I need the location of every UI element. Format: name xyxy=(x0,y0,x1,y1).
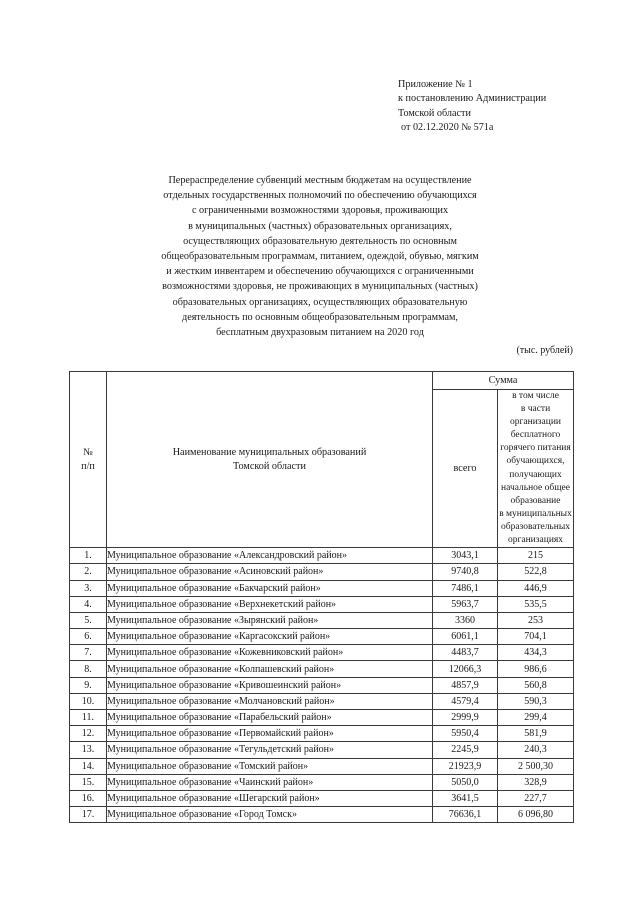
column-header-number-line: п/п xyxy=(81,460,95,472)
row-number: 16. xyxy=(70,790,107,806)
column-header-municipality-line: Наименование муниципальных образований xyxy=(172,447,367,459)
row-hot-meals-share: 299,4 xyxy=(498,710,574,726)
row-total-amount: 4579,4 xyxy=(433,693,498,709)
row-hot-meals-share: 535,5 xyxy=(498,596,574,612)
row-hot-meals-share: 2 500,30 xyxy=(498,758,574,774)
row-hot-meals-share: 328,9 xyxy=(498,774,574,790)
row-municipality: Муниципальное образование «Город Томск» xyxy=(107,807,433,823)
row-number: 5. xyxy=(70,612,107,628)
row-municipality: Муниципальное образование «Кожевниковский район» xyxy=(107,645,433,661)
row-municipality: Муниципальное образование «Первомайский район» xyxy=(107,726,433,742)
table-row xyxy=(70,790,574,806)
table-row xyxy=(70,645,574,661)
table-row xyxy=(70,661,574,677)
appendix-reference-line: от 02.12.2020 № 571а xyxy=(401,122,494,134)
title-line: с ограниченными возможностями здоровья, проживающих xyxy=(191,205,449,217)
column-header-part-line: образование xyxy=(510,495,561,506)
column-header-part-line: начальное общее xyxy=(501,482,570,493)
row-hot-meals-share: 590,3 xyxy=(498,693,574,709)
row-hot-meals-share: 240,3 xyxy=(498,742,574,758)
table-row xyxy=(70,564,574,580)
title-line: бесплатным двухразовым питанием на 2020 год xyxy=(216,327,424,339)
row-municipality: Муниципальное образование «Томский район» xyxy=(107,758,433,774)
row-number: 4. xyxy=(70,596,107,612)
row-number: 1. xyxy=(70,548,107,564)
title-line: отдельных государственных полномочий по обеспечению обучающихся xyxy=(163,190,477,202)
row-hot-meals-share: 227,7 xyxy=(498,790,574,806)
column-header-total: всего xyxy=(433,390,498,548)
row-total-amount: 5963,7 xyxy=(433,596,498,612)
title-line: в муниципальных (частных) образовательных организациях, xyxy=(188,220,452,232)
row-municipality: Муниципальное образование «Бакчарский район» xyxy=(107,580,433,596)
row-total-amount: 5050,0 xyxy=(433,774,498,790)
row-total-amount: 2245,9 xyxy=(433,742,498,758)
row-number: 12. xyxy=(70,726,107,742)
row-number: 14. xyxy=(70,758,107,774)
row-number: 11. xyxy=(70,710,107,726)
column-header-hot-meals-share xyxy=(498,390,574,548)
row-municipality: Муниципальное образование «Парабельский район» xyxy=(107,710,433,726)
row-hot-meals-share: 253 xyxy=(498,612,574,628)
row-number: 2. xyxy=(70,564,107,580)
row-hot-meals-share: 6 096,80 xyxy=(498,807,574,823)
row-number: 3. xyxy=(70,580,107,596)
table-row xyxy=(70,758,574,774)
column-header-part-line: обучающихся, xyxy=(506,456,565,467)
row-hot-meals-share: 560,8 xyxy=(498,677,574,693)
table-row xyxy=(70,774,574,790)
row-total-amount: 4857,9 xyxy=(433,677,498,693)
title-line: деятельность по основным общеобразовательным программам, xyxy=(182,311,458,323)
column-header-part-line: в том числе xyxy=(512,391,559,401)
title-line: возможностями здоровья, не проживающих в муниципальных (частных) xyxy=(162,281,478,293)
table-body xyxy=(70,548,574,823)
column-header-part-line: в муниципальных xyxy=(499,508,572,519)
row-total-amount: 6061,1 xyxy=(433,629,498,645)
row-total-amount: 2999,9 xyxy=(433,710,498,726)
row-total-amount: 3641,5 xyxy=(433,790,498,806)
column-header-sum-group: Сумма xyxy=(433,372,574,390)
table-row xyxy=(70,548,574,564)
column-header-part-line: образовательных xyxy=(501,521,570,532)
column-header-part-line: бесплатного xyxy=(510,430,561,441)
column-header-part-line: организации xyxy=(510,417,562,428)
title-line: общеобразовательным программам, питанием, одеждой, обувью, мягким xyxy=(161,251,479,263)
table-row xyxy=(70,710,574,726)
row-total-amount: 12066,3 xyxy=(433,661,498,677)
column-header-number-line: № xyxy=(83,447,93,459)
row-hot-meals-share: 986,6 xyxy=(498,661,574,677)
column-header-number xyxy=(70,372,107,548)
row-total-amount: 76636,1 xyxy=(433,807,498,823)
subvention-table xyxy=(69,371,574,823)
row-number: 13. xyxy=(70,742,107,758)
row-municipality: Муниципальное образование «Тегульдетский район» xyxy=(107,742,433,758)
row-municipality: Муниципальное образование «Колпашевский район» xyxy=(107,661,433,677)
table-row xyxy=(70,677,574,693)
row-municipality: Муниципальное образование «Зырянский район» xyxy=(107,612,433,628)
column-header-part-line: в части xyxy=(520,404,551,415)
appendix-reference-line: к постановлению Администрации xyxy=(398,93,547,105)
title-line: осуществляющих образовательную деятельность по основным xyxy=(183,235,457,247)
row-number: 15. xyxy=(70,774,107,790)
row-number: 9. xyxy=(70,677,107,693)
row-total-amount: 5950,4 xyxy=(433,726,498,742)
table-row xyxy=(70,726,574,742)
row-total-amount: 3043,1 xyxy=(433,548,498,564)
table-row xyxy=(70,693,574,709)
column-header-part-line: организациях xyxy=(507,535,564,546)
table-row xyxy=(70,580,574,596)
title-line: Перераспределение субвенций местным бюджетам на осуществление xyxy=(168,175,472,186)
column-header-part-line: горячего питания xyxy=(500,443,571,454)
column-header-municipality-line: Томской области xyxy=(233,460,306,472)
row-municipality: Муниципальное образование «Чаинский район» xyxy=(107,774,433,790)
row-hot-meals-share: 215 xyxy=(498,548,574,564)
row-municipality: Муниципальное образование «Александровский район» xyxy=(107,548,433,564)
row-hot-meals-share: 581,9 xyxy=(498,726,574,742)
row-total-amount: 21923,9 xyxy=(433,758,498,774)
row-municipality: Муниципальное образование «Кривошеинский район» xyxy=(107,677,433,693)
row-number: 17. xyxy=(70,807,107,823)
table-row xyxy=(70,807,574,823)
appendix-reference-line: Приложение № 1 xyxy=(398,79,473,90)
table-header-row-group xyxy=(70,372,574,390)
row-hot-meals-share: 704,1 xyxy=(498,629,574,645)
row-hot-meals-share: 434,3 xyxy=(498,645,574,661)
row-number: 6. xyxy=(70,629,107,645)
table-row xyxy=(70,742,574,758)
row-hot-meals-share: 522,8 xyxy=(498,564,574,580)
title-line: образовательных организациях, осуществляющих образовательную xyxy=(172,296,468,308)
appendix-reference-line: Томской области xyxy=(398,107,471,119)
row-total-amount: 3360 xyxy=(433,612,498,628)
document-title xyxy=(70,173,570,340)
title-line: и жестким инвентарем и обеспечению обучающихся с ограниченными xyxy=(166,266,474,278)
units-note: (тыс. рублей) xyxy=(516,345,573,356)
row-municipality: Муниципальное образование «Верхнекетский район» xyxy=(107,596,433,612)
subvention-table-wrapper xyxy=(69,371,573,823)
row-number: 7. xyxy=(70,645,107,661)
appendix-reference-block xyxy=(398,78,628,136)
row-number: 10. xyxy=(70,693,107,709)
row-municipality: Муниципальное образование «Асиновский район» xyxy=(107,564,433,580)
row-total-amount: 9740,8 xyxy=(433,564,498,580)
table-row xyxy=(70,596,574,612)
row-hot-meals-share: 446,9 xyxy=(498,580,574,596)
row-municipality: Муниципальное образование «Каргасокский район» xyxy=(107,629,433,645)
row-total-amount: 7486,1 xyxy=(433,580,498,596)
column-header-municipality xyxy=(107,372,433,548)
column-header-part-line: получающих xyxy=(509,469,562,480)
row-number: 8. xyxy=(70,661,107,677)
row-municipality: Муниципальное образование «Молчановский район» xyxy=(107,693,433,709)
table-row xyxy=(70,629,574,645)
table-head xyxy=(70,372,574,548)
row-municipality: Муниципальное образование «Шегарский район» xyxy=(107,790,433,806)
row-total-amount: 4483,7 xyxy=(433,645,498,661)
table-row xyxy=(70,612,574,628)
